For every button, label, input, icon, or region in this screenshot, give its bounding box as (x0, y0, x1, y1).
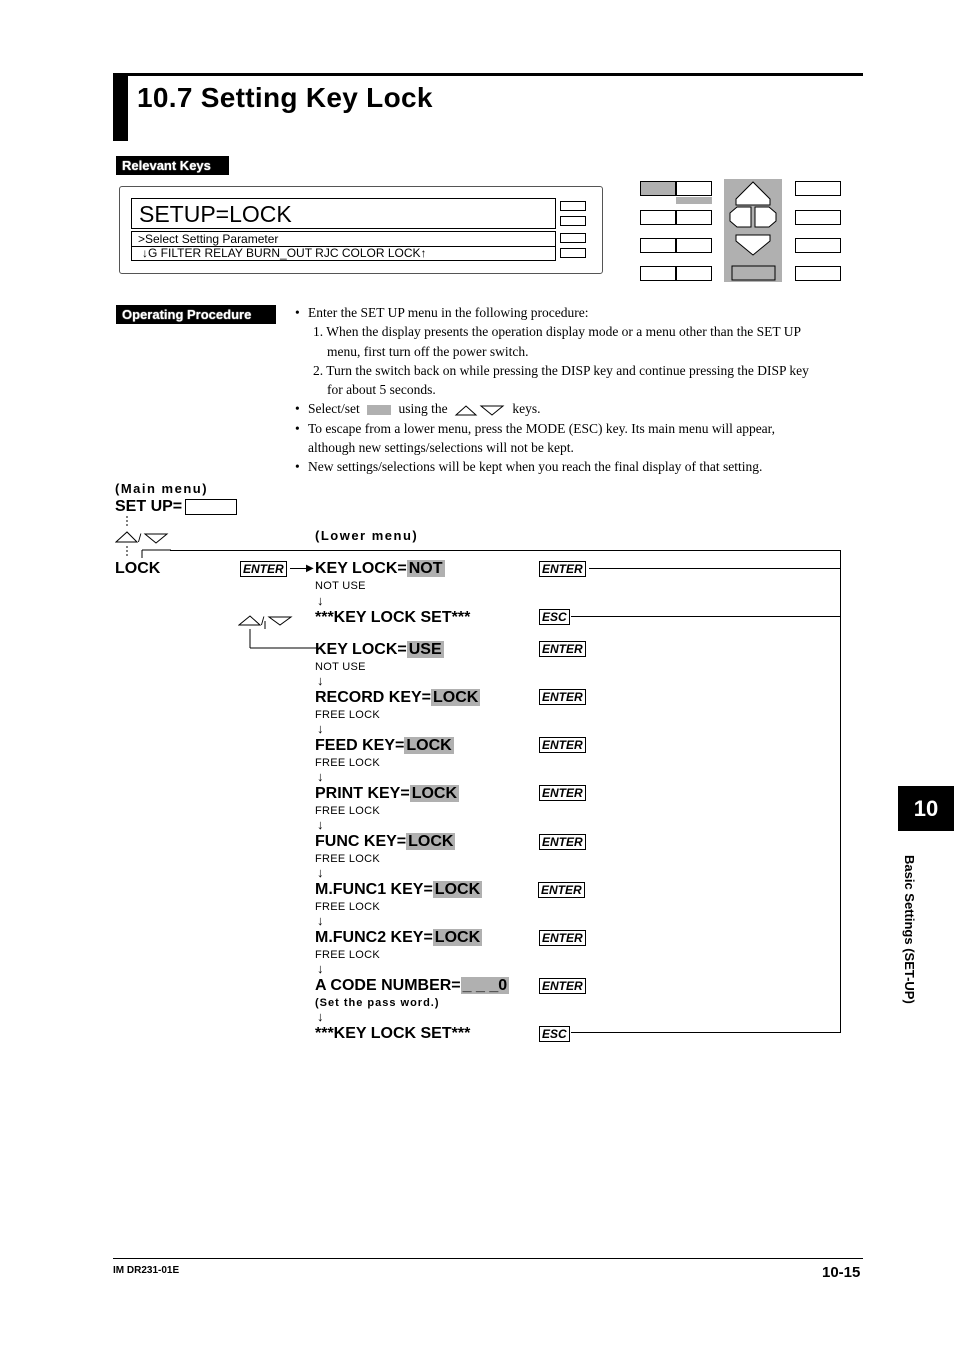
enter-key: ENTER (539, 978, 586, 994)
page-number: 10-15 (822, 1264, 861, 1281)
options: FREE LOCK (315, 853, 381, 865)
setting-value: LOCK (434, 929, 481, 946)
enter-key: ENTER (539, 785, 586, 801)
keypad-key (640, 210, 676, 225)
keypad-key (795, 238, 841, 253)
setting-name: M.FUNC2 KEY= (315, 929, 433, 946)
arrow-head-icon: ▶ (306, 563, 314, 574)
keypad-key (676, 181, 712, 196)
keypad-key (676, 266, 712, 281)
enter-key: ENTER (539, 689, 586, 705)
func-key-setting (315, 833, 455, 851)
lcd-sub-text-1: >Select Setting Parameter (138, 232, 279, 246)
keypad-key (676, 238, 712, 253)
setting-value: LOCK (408, 833, 454, 850)
bullet: • (295, 305, 300, 320)
mfunc2-key-setting (315, 929, 482, 947)
keypad-key-highlighted (640, 181, 676, 196)
key-lock-set: ***KEY LOCK SET*** (315, 1025, 471, 1042)
setting-value: NOT (408, 560, 443, 577)
setting-name: A CODE NUMBER= (315, 977, 461, 994)
title-bar (113, 73, 128, 141)
lock-label: LOCK (115, 560, 161, 577)
code-number-setting (315, 977, 509, 995)
keypad-key (795, 210, 841, 225)
setting-name: PRINT KEY= (315, 785, 410, 802)
feed-key-setting (315, 737, 454, 755)
connector-line (571, 616, 841, 617)
procedure-step: Enter the SET UP menu in the following procedure: (308, 305, 589, 320)
enter-key: ENTER (539, 930, 586, 946)
procedure-substep: 2. Turn the switch back on while pressing the DISP key and continue pressing the DISP key (313, 363, 809, 378)
main-menu-label: (Main menu) (115, 481, 209, 496)
down-arrow-icon: ↓ (317, 593, 324, 608)
section-side-title: Basic Settings (SET-UP) (902, 855, 917, 1004)
procedure-substep: menu, first turn off the power switch. (327, 344, 529, 359)
options: FREE LOCK (315, 901, 381, 913)
enter-key: ENTER (538, 882, 585, 898)
gray-swatch-icon (367, 405, 391, 415)
lcd-sub-text-2: ↓G FILTER RELAY BURN_OUT RJC COLOR LOCK↑ (142, 246, 427, 260)
procedure-substep: for about 5 seconds. (327, 382, 436, 397)
setup-label: SET UP= (115, 498, 183, 515)
lcd-indicator (560, 216, 586, 226)
keypad-key-indicator (676, 197, 712, 204)
lcd-indicator (560, 201, 586, 211)
options: NOT USE (315, 661, 366, 673)
down-arrow-icon: ↓ (317, 913, 324, 928)
keypad-key (640, 266, 676, 281)
footer-doc-id: IM DR231-01E (113, 1265, 180, 1276)
setting-value: _ _ _0 (462, 977, 508, 994)
procedure-substep: 1. When the display presents the operation display mode or a menu other than the SET UP (313, 324, 802, 339)
procedure-text: keys. (512, 401, 541, 416)
connector-line (170, 550, 841, 551)
setting-name: KEY LOCK= (315, 641, 407, 658)
lcd-indicator (560, 248, 586, 258)
lcd-indicator (560, 233, 586, 243)
lcd-main-text: SETUP=LOCK (139, 201, 292, 227)
enter-key: ENTER (539, 561, 586, 577)
keypad-key (640, 238, 676, 253)
connector-line (840, 550, 841, 616)
svg-text:/: / (138, 531, 142, 545)
setting-value: LOCK (434, 881, 481, 898)
page-title: 10.7 Setting Key Lock (137, 82, 433, 113)
esc-key: ESC (539, 1026, 570, 1042)
enter-key: ENTER (240, 561, 287, 577)
setting-value: USE (408, 641, 442, 658)
operating-procedure-label: Operating Procedure (116, 305, 276, 324)
options: FREE LOCK (315, 757, 381, 769)
bullet: • (295, 459, 300, 474)
branch-connector (238, 611, 318, 651)
key-lock-set: ***KEY LOCK SET*** (315, 609, 471, 626)
options: FREE LOCK (315, 709, 381, 721)
down-arrow-icon: ↓ (317, 721, 324, 736)
procedure-text: Select/set (308, 401, 360, 416)
enter-key: ENTER (539, 737, 586, 753)
footer-rule (113, 1258, 863, 1259)
code-note: (Set the pass word.) (315, 997, 440, 1009)
setting-name: FEED KEY= (315, 737, 405, 754)
setting-value: LOCK (406, 737, 452, 754)
lcd-sub-line (131, 231, 556, 261)
key-lock-setting (315, 560, 445, 578)
title-rule (128, 73, 863, 76)
esc-key: ESC (539, 609, 570, 625)
up-down-keys-icon (454, 403, 506, 417)
setting-value: LOCK (411, 785, 458, 802)
chapter-tab: 10 (898, 786, 954, 831)
setting-name: RECORD KEY= (315, 689, 432, 706)
lower-menu-label: (Lower menu) (315, 528, 419, 543)
arrow-keys-icon (724, 179, 782, 282)
down-arrow-icon: ↓ (317, 1009, 324, 1024)
options: FREE LOCK (315, 949, 381, 961)
connector-line (571, 1032, 841, 1033)
down-arrow-icon: ↓ (317, 673, 324, 688)
bullet: • (295, 421, 300, 436)
down-arrow-icon: ↓ (317, 961, 324, 976)
down-arrow-icon: ↓ (317, 865, 324, 880)
procedure-step: To escape from a lower menu, press the MODE (ESC) key. Its main menu will appear, (308, 421, 776, 436)
key-lock-setting (315, 641, 444, 659)
setting-name: FUNC KEY= (315, 833, 407, 850)
procedure-step (308, 401, 540, 417)
setting-name: M.FUNC1 KEY= (315, 881, 433, 898)
setting-name: KEY LOCK= (315, 560, 407, 577)
main-menu-connector (115, 516, 171, 562)
procedure-step: New settings/selections will be kept when you reach the final display of that setting. (308, 459, 763, 474)
bullet: • (295, 401, 300, 416)
down-arrow-icon: ↓ (317, 769, 324, 784)
keypad-key (795, 266, 841, 281)
keypad-key (795, 181, 841, 196)
down-arrow-icon: ↓ (317, 817, 324, 832)
connector-line (589, 568, 841, 569)
keypad-key (676, 210, 712, 225)
record-key-setting (315, 689, 480, 707)
options: FREE LOCK (315, 805, 381, 817)
mfunc1-key-setting (315, 881, 482, 899)
svg-text:/: / (261, 614, 265, 628)
enter-key: ENTER (539, 641, 586, 657)
relevant-keys-label: Relevant Keys (116, 156, 229, 175)
options: NOT USE (315, 580, 366, 592)
lcd-main-line (131, 198, 556, 229)
print-key-setting (315, 785, 459, 803)
enter-key: ENTER (539, 834, 586, 850)
procedure-text: using the (398, 401, 448, 416)
setup-value-box (185, 499, 237, 515)
procedure-step: although new settings/selections will not be kept. (308, 440, 574, 455)
setting-value: LOCK (433, 689, 479, 706)
connector-line (840, 616, 841, 1032)
